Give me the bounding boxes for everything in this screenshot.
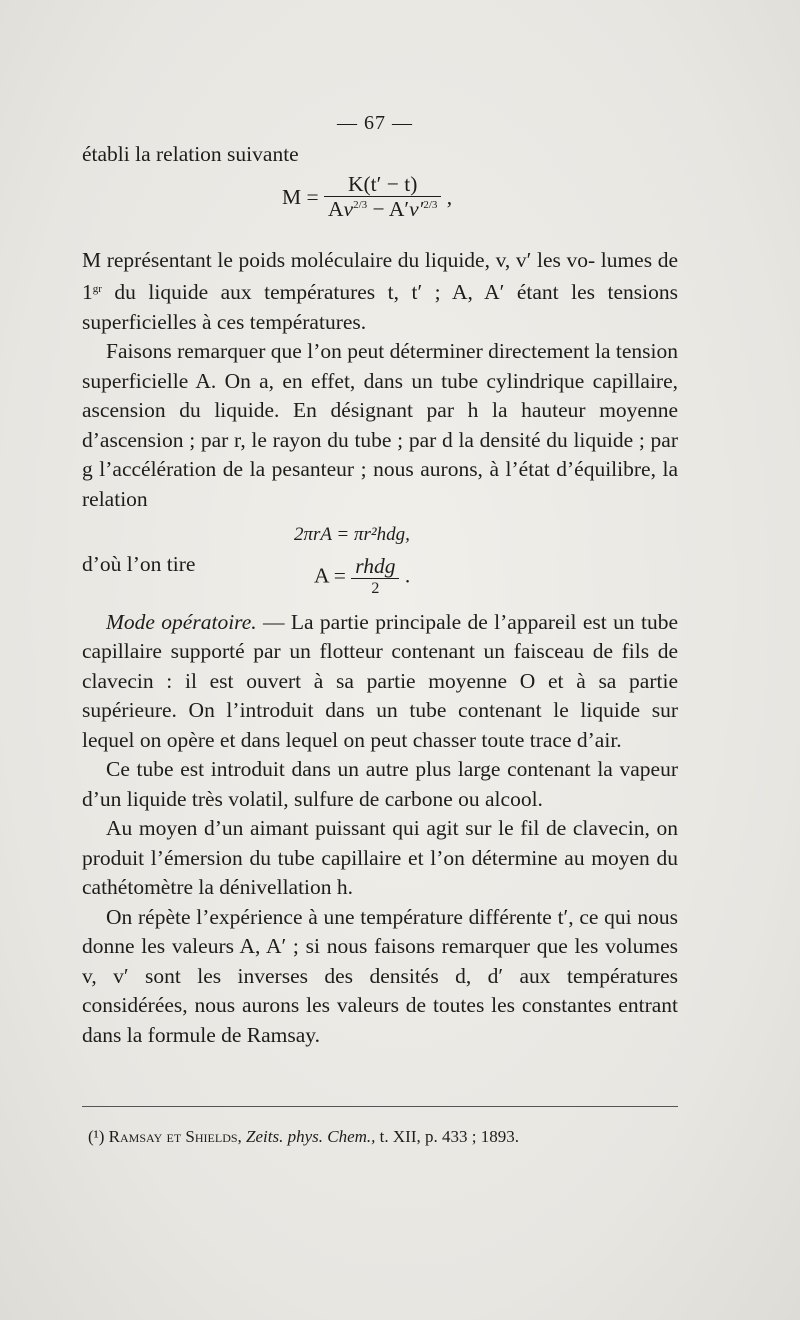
paragraph-1-line-3: les tensions superficielles à ces températures. [82, 280, 679, 334]
formula-m-den-v2: v′ [409, 197, 424, 222]
formula-m-den-a: A [328, 197, 344, 222]
footnote-ref: t. XII, p. 433 ; 1893. [379, 1127, 519, 1146]
formula-a-trail: . [404, 563, 411, 588]
paragraph-1-line-1: M représentant le poids moléculaire du liquide, v, v′ les vo- [82, 247, 596, 272]
body-text [82, 140, 678, 1050]
mode-operatoire-title: Mode opératoire. [106, 609, 257, 634]
formula-a [314, 554, 410, 599]
formula-a-denominator: 2 [371, 580, 380, 598]
paragraph-1-line-2a: lumes de 1 [82, 247, 678, 304]
paragraph-1-line-2b: du liquide aux températures t, t′ ; A, A′ étant [101, 280, 559, 304]
paragraph-2: Faisons remarquer que l’on peut déterminer directement la tension superficielle A. On a, en effet, dans un tube cylindrique capillaire, ascension du liquide. En désignant par h la hauteur moyenne d’ascension ; par r, le rayon du tube ; par d la densité du liquide ; par g l’accélération de la pesanteur ; nous aurons, à l’état d’équilibre, la relation [82, 339, 678, 511]
intro-line: établi la relation suivante [82, 142, 299, 166]
footnote-journal: Zeits. phys. Chem., [246, 1127, 376, 1146]
paragraph-6: On répète l’expérience à une température différente t′, ce qui nous donne les valeurs A, A′ ; si nous faisons remarquer que les volumes v, v′ sont les inverses des densités d, d′ aux températures considérées, nous aurons les valeurs de toutes les constantes entrant dans la formule de Ramsay. [82, 904, 678, 1047]
footnote-authors: Ramsay et Shields, [108, 1127, 242, 1146]
formula-a-lhs: A = [314, 563, 346, 588]
formula-m-den-exp2: 2/3 [423, 199, 438, 212]
formula-m-den-exp: 2/3 [353, 199, 368, 212]
formula-m-numerator: K(t′ − t) [324, 172, 441, 198]
formula-2: 2πrA = πr²hdg, [294, 524, 410, 545]
footnote-divider [82, 1106, 678, 1107]
formula-a-numerator: rhdg [351, 554, 399, 580]
formula-m-den-minus: − A′ [367, 197, 410, 222]
formula-m-lhs: M = [282, 184, 319, 209]
paragraph-3 [82, 608, 678, 756]
paragraph-1-gr: gr [92, 283, 102, 295]
paragraph-5: Au moyen d’un aimant puissant qui agit sur le fil de clavecin, on produit l’émersion du tube capillaire et l’on détermine au moyen du cathétomètre la dénivellation h. [82, 816, 678, 899]
footnote-mark: (¹) [88, 1127, 105, 1146]
formula-m-trail: , [446, 184, 453, 209]
footnote [88, 1126, 678, 1148]
formula-m-den-v: v [343, 197, 354, 222]
paragraph-4: Ce tube est introduit dans un autre plus large contenant la vapeur d’un liquide très volatil, sulfure de carbone ou alcool. [82, 757, 678, 811]
dou-line [82, 550, 678, 608]
paragraph-1 [82, 246, 678, 338]
page-number: — 67 — [337, 112, 413, 134]
formula-m-fraction [324, 172, 441, 224]
formula-a-fraction [351, 554, 399, 599]
formula-m [282, 172, 678, 246]
paragraph-3-text: — La partie principale de l’appareil est un tube capillaire supporté par un flotteur contenant un faisceau de fils de clavecin : il est ouvert à sa partie moyenne O et à sa partie supérieure. On l’introduit dans un tube contenant le liquide sur lequel on opère et dans lequel on peut chasser toute trace d’air. [82, 609, 678, 752]
formula-m-denominator [324, 197, 441, 223]
dou-text: d’où l’on tire [82, 551, 196, 576]
